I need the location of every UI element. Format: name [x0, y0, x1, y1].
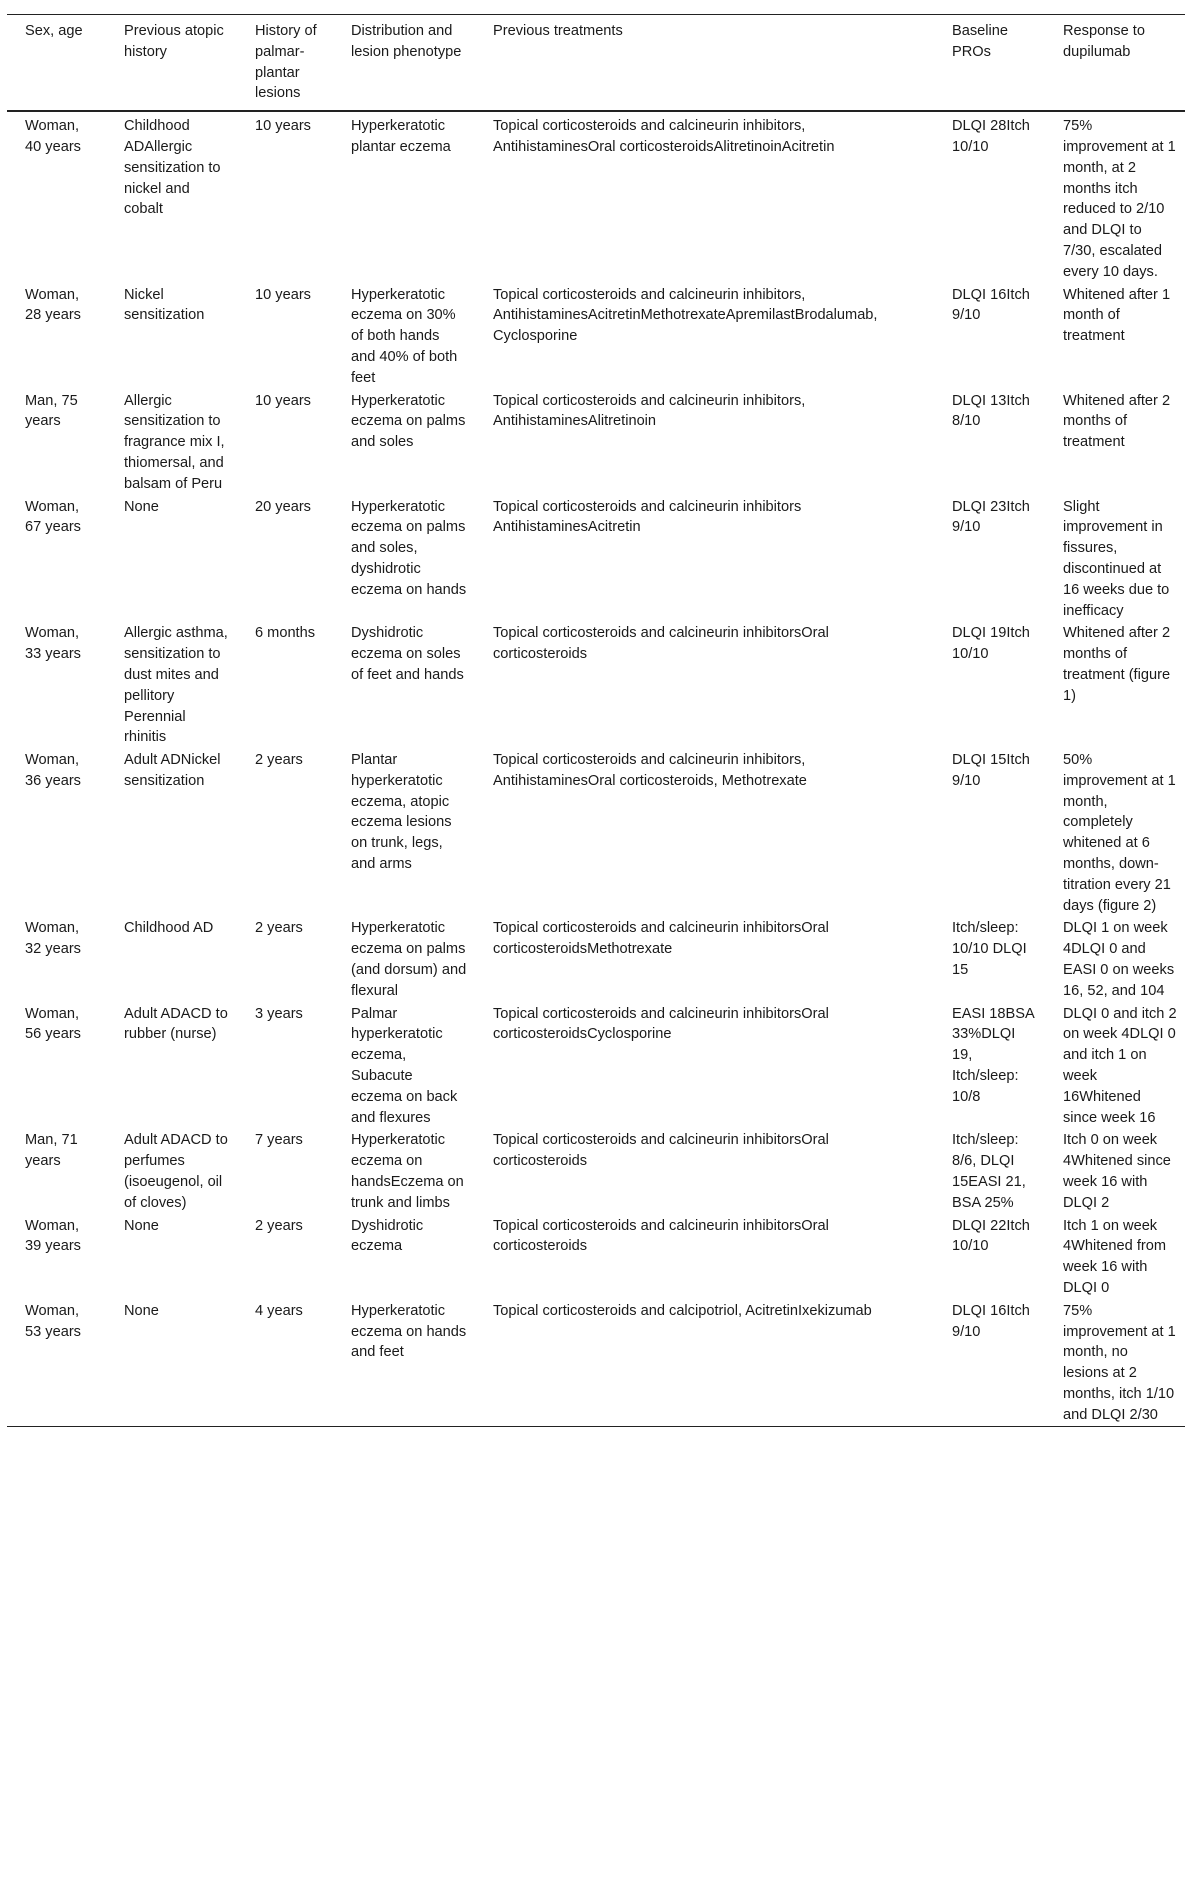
- cell-response: DLQI 1 on week 4DLQI 0 and EASI 0 on weeks 16, 52, and 104: [1063, 920, 1175, 999]
- cell-baseline-pros: DLQI 13Itch 8/10: [952, 392, 1030, 430]
- table-row: [7, 916, 1185, 1001]
- cell-baseline-pros: DLQI 28Itch 10/10: [952, 118, 1030, 155]
- cell-sex-age: Woman, 56 years: [25, 1005, 81, 1043]
- cell-sex-age: Woman, 39 years: [25, 1217, 81, 1255]
- table-row: [7, 389, 1185, 495]
- cell-sex-age: Woman, 33 years: [25, 625, 81, 663]
- cell-response: 50% improvement at 1 month, completely whitened at 6 months, down-titration every 21 days (figure 2): [1063, 752, 1176, 914]
- cell-baseline-pros: Itch/sleep: 10/10 DLQI 15: [952, 920, 1027, 979]
- cell-sex-age: Man, 75 years: [25, 392, 78, 430]
- cell-atopic-history: Allergic sensitization to fragrance mix I, thiomersal, and balsam of Peru: [124, 392, 225, 492]
- cell-treatments: Topical corticosteroids and calcineurin inhibitorsOral corticosteroids: [493, 625, 829, 663]
- cell-lesion-history: 6 months: [255, 625, 316, 642]
- table-row: [7, 621, 1185, 748]
- cell-lesion-history: 7 years: [255, 1132, 303, 1149]
- header-distribution-phenotype: Distribution and lesion phenotype: [333, 15, 475, 112]
- cell-lesion-history: 2 years: [255, 920, 303, 937]
- table-header: [7, 15, 1185, 112]
- cell-atopic-history: None: [124, 1217, 159, 1234]
- header-atopic-history: Previous atopic history: [106, 15, 237, 112]
- cell-sex-age: Man, 71 years: [25, 1132, 78, 1170]
- clinical-table-container: [7, 14, 1185, 1427]
- cell-distribution: Hyperkeratotic eczema on palms and soles: [351, 392, 466, 451]
- cell-atopic-history: Allergic asthma, sensitization to dust mites and pellitory Perennial rhinitis: [124, 625, 228, 746]
- cell-distribution: Hyperkeratotic eczema on palms and soles, dyshidrotic eczema on hands: [351, 498, 467, 598]
- cell-baseline-pros: Itch/sleep: 8/6, DLQI 15EASI 21, BSA 25%: [952, 1132, 1026, 1211]
- cell-response: Whitened after 2 months of treatment: [1063, 392, 1171, 451]
- cell-distribution: Hyperkeratotic eczema on palms (and dorsum) and flexural: [351, 920, 467, 999]
- cell-lesion-history: 2 years: [255, 752, 303, 769]
- cell-response: Whitened after 1 month of treatment: [1063, 286, 1171, 345]
- header-row: [7, 15, 1185, 112]
- cell-sex-age: Woman, 32 years: [25, 920, 81, 958]
- cell-treatments: Topical corticosteroids and calcipotriol, AcitretinIxekizumab: [475, 1299, 934, 1426]
- cell-treatments: Topical corticosteroids and calcineurin inhibitorsOral corticosteroids: [493, 1132, 829, 1170]
- cell-baseline-pros: DLQI 16Itch 9/10: [952, 286, 1030, 324]
- cell-lesion-history: 10 years: [255, 118, 311, 135]
- cell-treatments: Topical corticosteroids and calcineurin inhibitorsOral corticosteroids: [493, 1217, 829, 1255]
- cell-response: 75% improvement at 1 month, at 2 months itch reduced to 2/10 and DLQI to 7/30, escalated every 10 days.: [1063, 118, 1176, 280]
- cell-distribution: Hyperkeratotic eczema on 30% of both hands and 40% of both feet: [351, 286, 458, 386]
- cell-baseline-pros: DLQI 15Itch 9/10: [952, 752, 1030, 789]
- cell-sex-age: Woman, 40 years: [25, 118, 81, 155]
- cell-distribution: Dyshidrotic eczema on soles of feet and hands: [351, 625, 464, 683]
- cell-treatments: Topical corticosteroids and calcineurin inhibitorsOral corticosteroidsCyclosporine: [493, 1005, 829, 1043]
- cell-distribution: Palmar hyperkeratotic eczema, Subacute eczema on back and flexures: [351, 1005, 458, 1126]
- cell-baseline-pros: DLQI 23Itch 9/10: [952, 498, 1030, 536]
- cell-response: Itch 1 on week 4Whitened from week 16 with DLQI 0: [1063, 1217, 1167, 1297]
- cell-atopic-history: Adult ADACD to rubber (nurse): [124, 1005, 228, 1043]
- cell-response: Slight improvement in fissures, discontinued at 16 weeks due to inefficacy: [1063, 498, 1170, 619]
- table-row: [7, 495, 1185, 622]
- table-row: [7, 1214, 1185, 1299]
- table-body: [7, 111, 1185, 1426]
- header-sex-age: Sex, age: [7, 15, 106, 112]
- cell-lesion-history: 10 years: [255, 392, 311, 409]
- cell-treatments: Topical corticosteroids and calcineurin inhibitors AntihistaminesAcitretin: [493, 498, 802, 536]
- cell-atopic-history: None: [106, 1299, 237, 1426]
- cell-atopic-history: Adult ADACD to perfumes (isoeugenol, oil of cloves): [124, 1132, 228, 1211]
- cell-response: Itch 0 on week 4Whitened since week 16 with DLQI 2: [1063, 1132, 1171, 1211]
- cell-sex-age: Woman, 36 years: [25, 752, 81, 789]
- table-row: [7, 1002, 1185, 1129]
- cell-response: 75% improvement at 1 month, no lesions at 2 months, itch 1/10 and DLQI 2/30: [1045, 1299, 1185, 1426]
- cell-distribution: Hyperkeratotic eczema on handsEczema on trunk and limbs: [351, 1132, 464, 1211]
- header-response: Response to dupilumab: [1045, 15, 1185, 112]
- cell-treatments: Topical corticosteroids and calcineurin inhibitors, AntihistaminesAlitretinoin: [493, 392, 806, 430]
- cell-distribution: Plantar hyperkeratotic eczema, atopic eczema lesions on trunk, legs, and arms: [351, 752, 452, 873]
- table-row: [7, 111, 1185, 282]
- cell-lesion-history: 2 years: [255, 1217, 303, 1234]
- cell-atopic-history: None: [124, 498, 159, 515]
- cell-baseline-pros: EASI 18BSA 33%DLQI 19, Itch/sleep: 10/8: [952, 1005, 1034, 1105]
- cell-baseline-pros: DLQI 19Itch 10/10: [952, 625, 1030, 663]
- cell-treatments: Topical corticosteroids and calcineurin inhibitorsOral corticosteroidsMethotrexate: [493, 920, 829, 958]
- cell-baseline-pros: DLQI 22Itch 10/10: [952, 1217, 1030, 1255]
- header-lesion-history: History of palmar-plantar lesions: [237, 15, 333, 112]
- patients-table: [7, 14, 1185, 1427]
- header-baseline-pros: Baseline PROs: [934, 15, 1045, 112]
- table-row: [7, 283, 1185, 389]
- cell-treatments: Topical corticosteroids and calcineurin inhibitors, AntihistaminesOral corticosteroids, Methotrexate: [493, 752, 807, 789]
- cell-atopic-history: Nickel sensitization: [124, 286, 205, 324]
- cell-treatments: Topical corticosteroids and calcineurin inhibitors, AntihistaminesAcitretinMethotrexateApremilastBrodalumab, Cyclosporine: [493, 286, 878, 345]
- cell-response: DLQI 0 and itch 2 on week 4DLQI 0 and itch 1 on week 16Whitened since week 16: [1063, 1005, 1177, 1126]
- table-row: [7, 1128, 1185, 1213]
- cell-lesion-history: 10 years: [255, 286, 311, 303]
- cell-sex-age: Woman, 28 years: [25, 286, 81, 324]
- table-row: [7, 1299, 1185, 1426]
- cell-distribution: Hyperkeratotic plantar eczema: [351, 118, 451, 155]
- table-row: [7, 748, 1185, 916]
- cell-treatments: Topical corticosteroids and calcineurin inhibitors, AntihistaminesOral corticosteroidsAlitretinoinAcitretin: [493, 118, 835, 155]
- cell-atopic-history: Childhood ADAllergic sensitization to nickel and cobalt: [124, 118, 221, 218]
- cell-response: Whitened after 2 months of treatment (figure 1): [1063, 625, 1171, 704]
- cell-sex-age: Woman, 67 years: [25, 498, 81, 536]
- cell-atopic-history: Childhood AD: [124, 920, 214, 937]
- cell-distribution: Dyshidrotic eczema: [351, 1217, 424, 1255]
- cell-lesion-history: 4 years: [237, 1299, 333, 1426]
- cell-baseline-pros: DLQI 16Itch 9/10: [934, 1299, 1045, 1426]
- cell-lesion-history: 3 years: [255, 1005, 303, 1022]
- cell-sex-age: Woman, 53 years: [7, 1299, 106, 1426]
- cell-atopic-history: Adult ADNickel sensitization: [124, 752, 221, 789]
- cell-lesion-history: 20 years: [255, 498, 311, 515]
- header-previous-treatments: Previous treatments: [475, 15, 934, 112]
- cell-distribution: Hyperkeratotic eczema on hands and feet: [333, 1299, 475, 1426]
